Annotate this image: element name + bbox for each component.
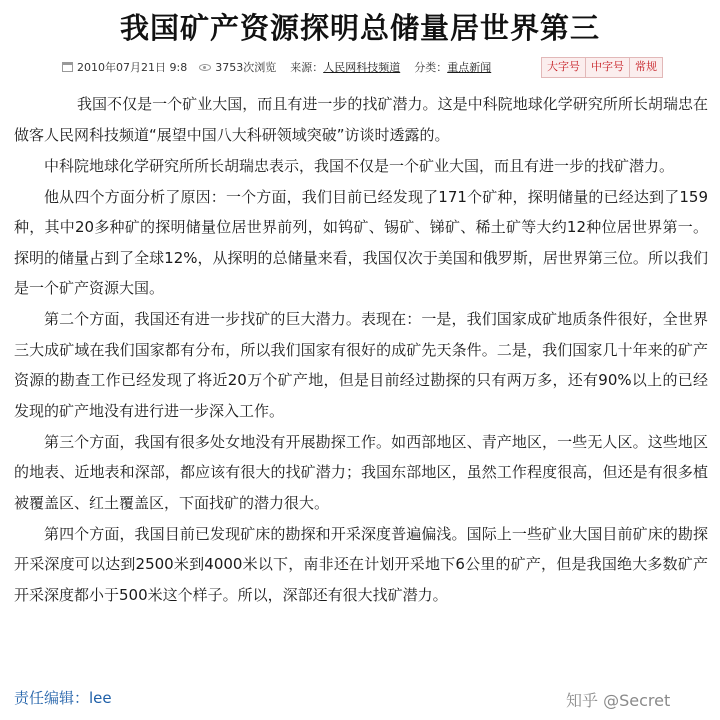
publish-date: 2010年07月21日 9:8 [77, 61, 188, 74]
editor-credit: 责任编辑：lee [14, 689, 112, 707]
source-link[interactable]: 人民网科技频道 [323, 61, 401, 74]
font-size-switcher [541, 57, 663, 78]
paragraph: 我国不仅是一个矿业大国，而且有进一步的找矿潜力。这是中科院地球化学研究所所长胡瑞忠在做客人民网科技频道“展望中国八大科研领域突破”访谈时透露的。 [14, 95, 708, 144]
paragraph: 第二个方面，我国还有进一步找矿的巨大潜力。表现在：一是，我们国家成矿地质条件很好，全世界三大成矿域在我们国家都有分布，所以我们国家有很好的成矿先天条件。二是，我们国家几十年来的矿产资源的勘查工作已经发现了将近20万个矿产地，但是目前经过勘探的只有两万多，还有90%以上的已经发现的矿产地没有进行进一步深入工作。 [14, 310, 708, 420]
font-large-button[interactable]: 大字号 [542, 58, 586, 77]
paragraph: 中科院地球化学研究所所长胡瑞忠表示，我国不仅是一个矿业大国，而且有进一步的找矿潜力。 [44, 156, 675, 175]
paragraph: 他从四个方面分析了原因：一个方面，我们目前已经发现了171个矿种，探明储量的已经达到了159种，其中20多种矿的探明储量位居世界前列，如钨矿、锡矿、锑矿、稀土矿等大约12种位居世界第一。探明的储量占到了全球12%，从探明的总储量来看，我国仅次于美国和俄罗斯，居世界第三位。所以我们是一个矿产资源大国。 [14, 187, 708, 298]
paragraph: 第四个方面，我国目前已发现矿床的勘探和开采深度普遍偏浅。国际上一些矿业大国目前矿床的勘探开采深度可以达到2500米到4000米以下，南非还在计划开采地下6公里的矿产，但是我国绝大多数矿产开采深度都小于500米这个样子。所以，深部还有很大找矿潜力。 [14, 524, 708, 604]
article-body [14, 89, 708, 611]
font-normal-button[interactable]: 常规 [630, 58, 662, 77]
paragraph: 第三个方面，我国有很多处女地没有开展勘探工作。如西部地区、青产地区，一些无人区。这些地区的地表、近地表和深部，都应该有很大的找矿潜力；我国东部地区，虽然工作程度很高，但还是有很多植被覆盖区、红土覆盖区，下面找矿的潜力很大。 [14, 432, 708, 512]
category-link[interactable]: 重点新闻 [447, 61, 492, 74]
source-label: 来源： [290, 61, 324, 74]
view-count: 3753次浏览 [215, 61, 277, 74]
category-label: 分类： [414, 61, 448, 74]
zhihu-watermark: 知乎 @Secret [566, 691, 671, 710]
calendar-icon [62, 62, 73, 72]
eye-icon [199, 64, 211, 71]
article-title: 我国矿产资源探明总储量居世界第三 [119, 11, 600, 45]
font-medium-button[interactable]: 中字号 [586, 58, 630, 77]
